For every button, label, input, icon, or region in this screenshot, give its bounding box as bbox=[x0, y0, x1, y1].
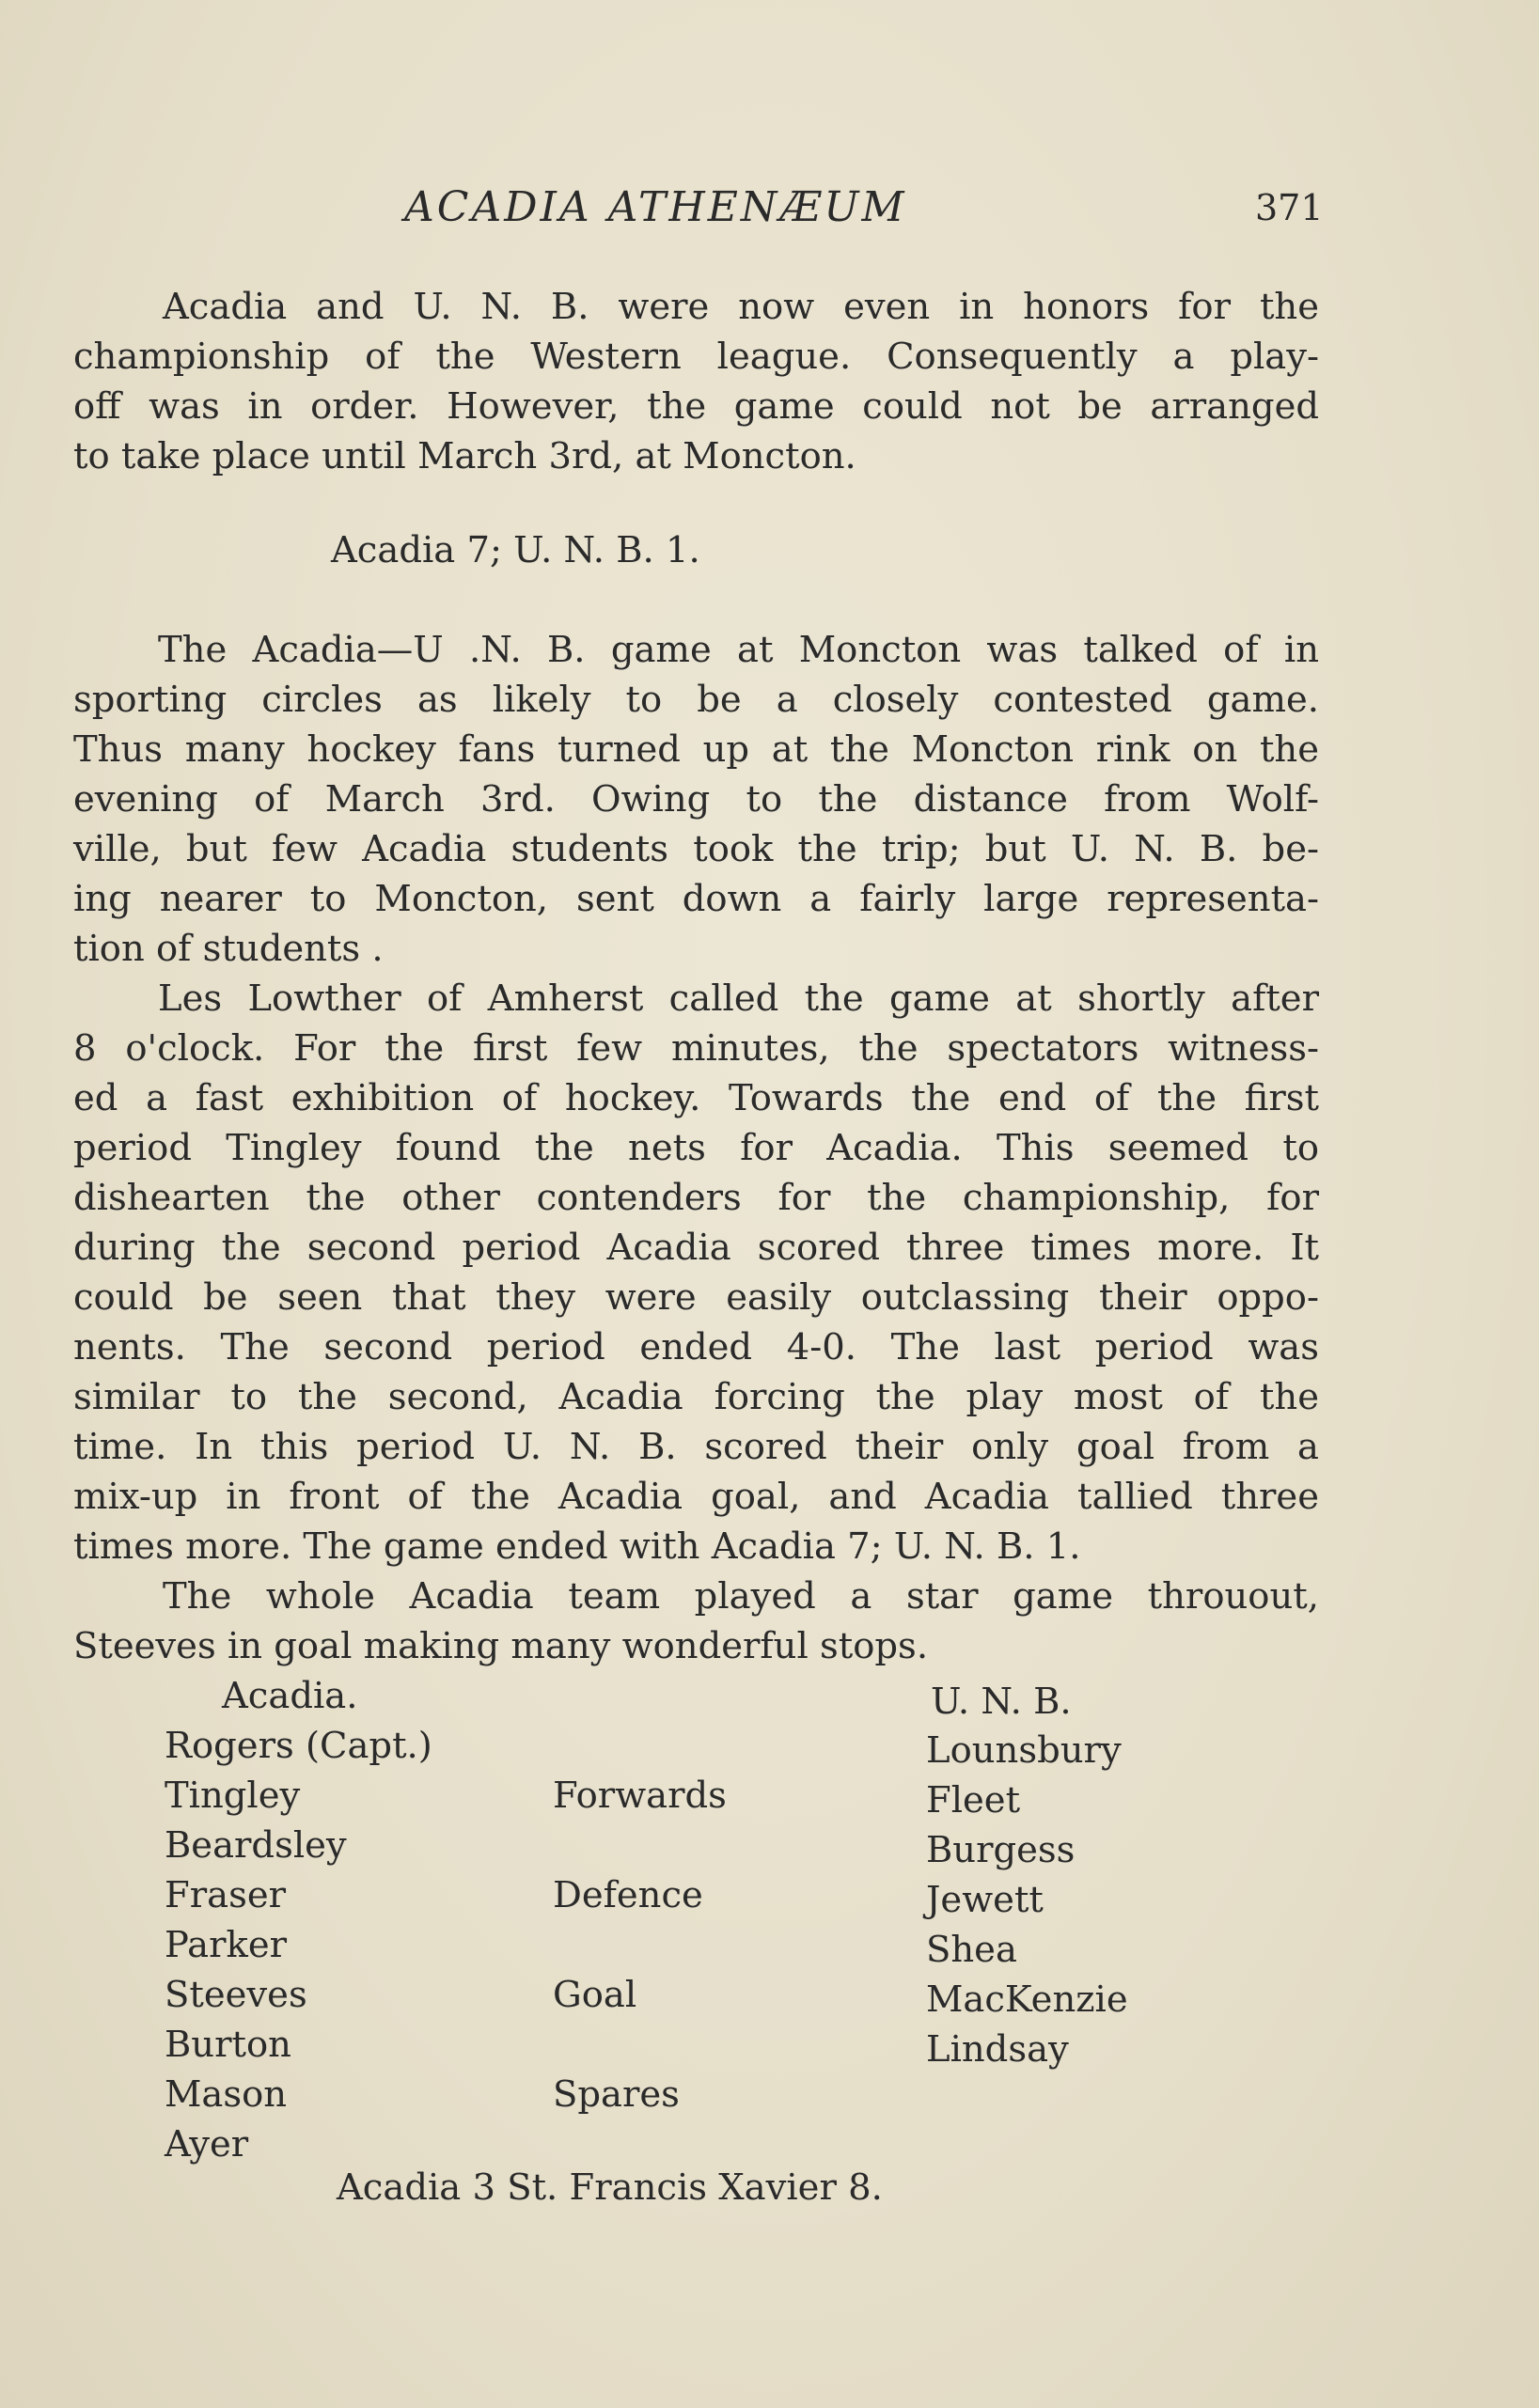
player-name: Tingley bbox=[165, 1775, 301, 1817]
page-number: 371 bbox=[1255, 187, 1324, 228]
text-line: sporting circles as likely to be a closely contested game. bbox=[73, 679, 1319, 721]
position-label: Defence bbox=[553, 1874, 703, 1916]
player-name: Jewett bbox=[926, 1879, 1044, 1921]
positions-column bbox=[553, 1771, 727, 2119]
player-name: Fraser bbox=[165, 1874, 287, 1916]
running-header bbox=[0, 183, 1539, 240]
text-line: could be seen that they were easily outclassing their oppo- bbox=[73, 1276, 1319, 1319]
player-name: Ayer bbox=[165, 2123, 249, 2166]
text-line: The whole Acadia team played a star game throuout, bbox=[163, 1575, 1319, 1618]
position-label: Goal bbox=[553, 1974, 637, 2016]
text-line: to take place until March 3rd, at Moncton. bbox=[73, 435, 856, 477]
column-header: Acadia. bbox=[222, 1675, 358, 1717]
text-line: during the second period Acadia scored three times more. It bbox=[73, 1227, 1319, 1269]
text-line: dishearten the other contenders for the championship, for bbox=[73, 1177, 1319, 1219]
player-name: MacKenzie bbox=[926, 1978, 1128, 2021]
text-line: tion of students . bbox=[73, 928, 384, 970]
text-line: Thus many hockey fans turned up at the Moncton rink on the bbox=[73, 728, 1319, 771]
text-line: nents. The second period ended 4-0. The last period was bbox=[73, 1326, 1319, 1368]
player-name: Burgess bbox=[926, 1829, 1076, 1871]
text-line: championship of the Western league. Consequently a play- bbox=[73, 336, 1319, 378]
position-label: Forwards bbox=[553, 1775, 727, 1817]
text-line: similar to the second, Acadia forcing the play most of the bbox=[73, 1376, 1319, 1418]
text-line: ville, but few Acadia students took the trip; but U. N. B. be- bbox=[73, 828, 1319, 870]
paragraph-4 bbox=[73, 1571, 1319, 1671]
text-line: 8 o'clock. For the first few minutes, the spectators witness- bbox=[73, 1027, 1319, 1070]
text-line: ed a fast exhibition of hockey. Towards the end of the first bbox=[73, 1077, 1319, 1119]
player-name: Steeves bbox=[165, 1974, 307, 2016]
unb-players bbox=[926, 1726, 1128, 2074]
score-heading: Acadia 3 St. Francis Xavier 8. bbox=[337, 2166, 883, 2209]
text-line: Steeves in goal making many wonderful stops. bbox=[73, 1625, 929, 1667]
player-name: Beardsley bbox=[165, 1824, 347, 1867]
player-name: Mason bbox=[165, 2073, 288, 2116]
acadia-header bbox=[222, 1671, 357, 1721]
player-name: Burton bbox=[165, 2024, 291, 2066]
acadia-players bbox=[165, 1721, 432, 2169]
text-line: ing nearer to Moncton, sent down a fairly large representa- bbox=[73, 878, 1319, 920]
unb-header bbox=[931, 1677, 1072, 1727]
column-header: U. N. B. bbox=[931, 1681, 1072, 1723]
paragraph-2 bbox=[73, 625, 1319, 974]
player-name: Lindsay bbox=[926, 2028, 1069, 2071]
paragraph-3 bbox=[73, 974, 1319, 1571]
journal-title: ACADIA ATHENÆUM bbox=[404, 183, 907, 231]
player-name: Shea bbox=[926, 1929, 1017, 1971]
text-line: times more. The game ended with Acadia 7; U. N. B. 1. bbox=[73, 1525, 1081, 1568]
text-line: Les Lowther of Amherst called the game at shortly after bbox=[158, 977, 1319, 1020]
player-name: Rogers (Capt.) bbox=[165, 1725, 432, 1767]
text-line: Acadia and U. N. B. were now even in honors for the bbox=[163, 286, 1319, 328]
score-heading: Acadia 7; U. N. B. 1. bbox=[331, 529, 700, 571]
paragraph-1 bbox=[73, 282, 1319, 481]
text-line: time. In this period U. N. B. scored their only goal from a bbox=[73, 1426, 1319, 1468]
player-name: Lounsbury bbox=[926, 1729, 1122, 1772]
position-label: Spares bbox=[553, 2073, 680, 2116]
text-line: off was in order. However, the game could not be arranged bbox=[73, 385, 1319, 428]
text-line: period Tingley found the nets for Acadia. This seemed to bbox=[73, 1127, 1319, 1169]
text-line: evening of March 3rd. Owing to the distance from Wolf- bbox=[73, 778, 1319, 821]
text-line: The Acadia—U .N. B. game at Moncton was talked of in bbox=[158, 629, 1319, 671]
player-name: Parker bbox=[165, 1924, 288, 1966]
text-line: mix-up in front of the Acadia goal, and Acadia tallied three bbox=[73, 1476, 1319, 1518]
player-name: Fleet bbox=[926, 1779, 1021, 1822]
